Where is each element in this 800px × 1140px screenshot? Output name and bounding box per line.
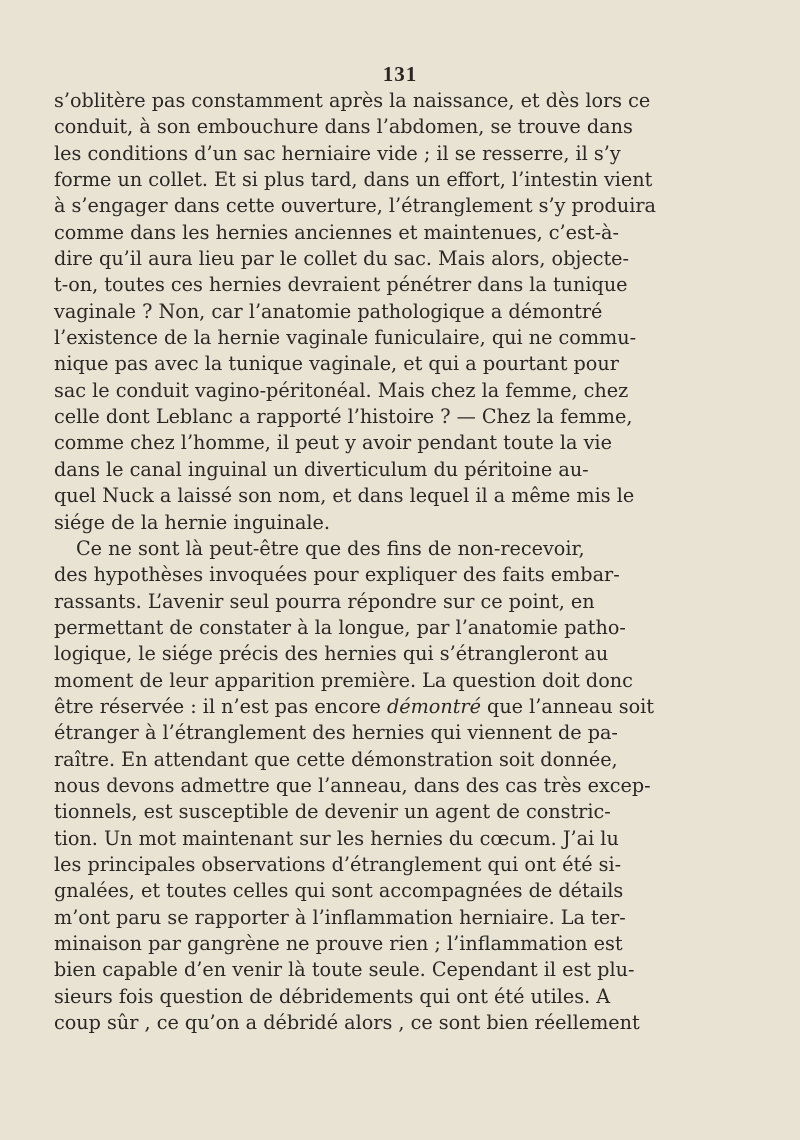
text-line-with-italic bbox=[54, 694, 655, 720]
text-segment: être réservée : il n’est pas encore bbox=[54, 694, 387, 718]
text-line: tionnels, est susceptible de devenir un agent de constric- bbox=[54, 800, 611, 824]
body-text bbox=[54, 88, 656, 1036]
paragraph-start-line: Ce ne sont là peut-être que des fins de non-recevoir, bbox=[76, 536, 585, 560]
text-line: sac le conduit vagino-péritonéal. Mais chez la femme, chez bbox=[54, 378, 629, 402]
text-line: t-on, toutes ces hernies devraient pénétrer dans la tunique bbox=[54, 273, 628, 297]
text-line: tion. Un mot maintenant sur les hernies du cœcum. J’ai lu bbox=[54, 826, 619, 850]
text-line: minaison par gangrène ne prouve rien ; l’inflammation est bbox=[54, 932, 623, 955]
text-line: nique pas avec la tunique vaginale, et qui a pourtant pour bbox=[54, 352, 619, 376]
text-line: conduit, à son embouchure dans l’abdomen, se trouve dans bbox=[54, 115, 633, 139]
text-line: l’existence de la hernie vaginale funiculaire, qui ne commu- bbox=[54, 326, 637, 350]
text-line: dire qu’il aura lieu par le collet du sac. Mais alors, objecte- bbox=[54, 247, 629, 271]
paragraph-end-line: siége de la hernie inguinale. bbox=[54, 510, 330, 534]
text-line: logique, le siége précis des hernies qui s’étrangleront au bbox=[54, 642, 609, 666]
page-number: 131 bbox=[382, 62, 418, 86]
text-line: celle dont Leblanc a rapporté l’histoire ? — Chez la femme, bbox=[54, 405, 633, 429]
text-line: sieurs fois question de débridements qui ont été utiles. A bbox=[54, 984, 611, 1008]
text-line: étranger à l’étranglement des hernies qui viennent de pa- bbox=[54, 721, 618, 745]
text-line: les conditions d’un sac herniaire vide ; il se resserre, il s’y bbox=[54, 141, 621, 165]
text-line: bien capable d’en venir là toute seule. Cependant il est plu- bbox=[54, 958, 635, 982]
italic-word: démontré bbox=[386, 694, 481, 718]
text-line: quel Nuck a laissé son nom, et dans lequel il a même mis le bbox=[54, 484, 635, 508]
text-line: gnalées, et toutes celles qui sont accompagnées de détails bbox=[54, 879, 624, 903]
text-line: nous devons admettre que l’anneau, dans des cas très excep- bbox=[54, 773, 651, 797]
text-line: coup sûr , ce qu’on a débridé alors , ce sont bien réellement bbox=[54, 1011, 640, 1035]
text-line: raître. En attendant que cette démonstration soit donnée, bbox=[54, 747, 618, 771]
text-line: les principales observations d’étranglement qui ont été si- bbox=[54, 852, 622, 876]
text-line: m’ont paru se rapporter à l’inflammation herniaire. La ter- bbox=[54, 905, 626, 929]
text-line: à s’engager dans cette ouverture, l’étranglement s’y produira bbox=[54, 194, 656, 218]
text-line: forme un collet. Et si plus tard, dans un effort, l’intestin vient bbox=[54, 168, 653, 192]
text-segment: que l’anneau soit bbox=[480, 694, 655, 718]
text-line: permettant de constater à la longue, par l’anatomie patho- bbox=[54, 615, 626, 639]
text-line: comme chez l’homme, il peut y avoir pendant toute la vie bbox=[54, 431, 612, 455]
text-line: s’oblitère pas constamment après la naissance, et dès lors ce bbox=[54, 89, 651, 112]
text-line: rassants. L’avenir seul pourra répondre sur ce point, en bbox=[54, 589, 595, 613]
text-line: vaginale ? Non, car l’anatomie pathologique a démontré bbox=[54, 299, 603, 323]
text-line: comme dans les hernies anciennes et maintenues, c’est-à- bbox=[54, 220, 619, 244]
text-line: moment de leur apparition première. La question doit donc bbox=[54, 668, 633, 692]
text-line: des hypothèses invoquées pour expliquer des faits embar- bbox=[54, 563, 620, 587]
text-line: dans le canal inguinal un diverticulum du péritoine au- bbox=[54, 457, 589, 481]
